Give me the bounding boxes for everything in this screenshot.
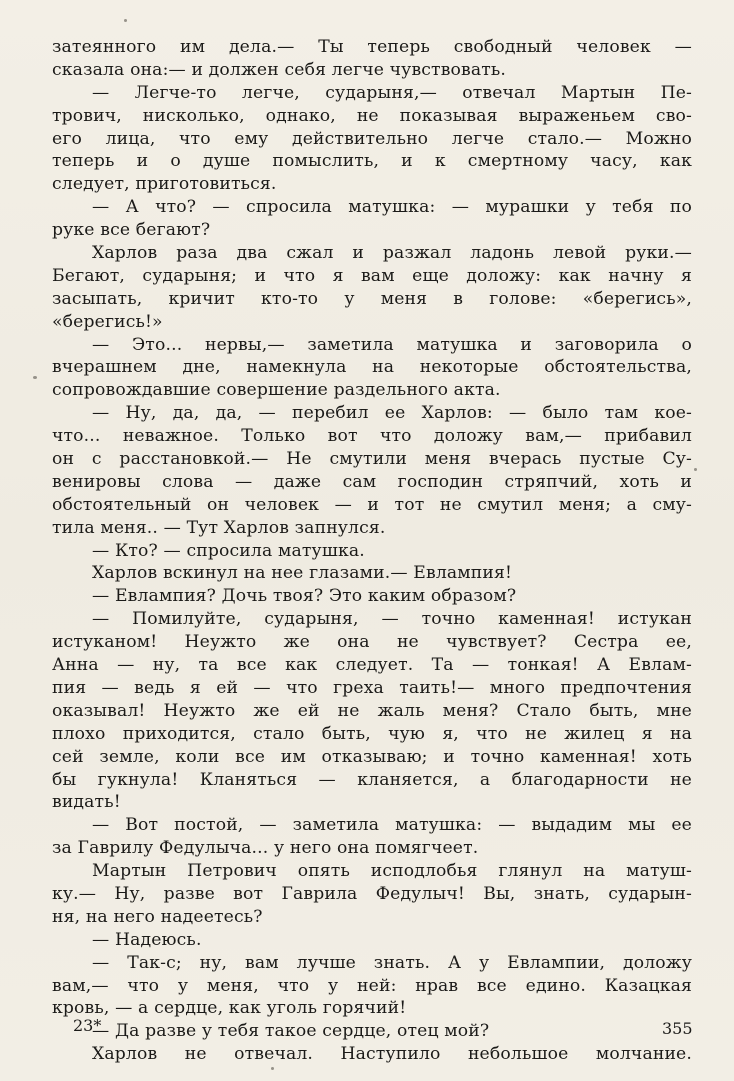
text-line: обстоятельный он человек — и тот не смутил меня; а сму- — [52, 494, 692, 515]
text-line: тила меня.. — Тут Харлов запнулся. — [52, 517, 386, 538]
text-line: видать! — [52, 792, 121, 813]
signature-mark: 23* — [73, 1016, 102, 1035]
text-line: Мартын Петрович опять исподлобья глянул на матуш- — [92, 861, 692, 882]
text-line: Харлов не отвечал. Наступило небольшое молчание. — [92, 1044, 692, 1065]
text-line: оказывал! Неужто же ей не жаль меня? Стало быть, мне — [52, 700, 692, 721]
text-line: вениpoвы слова — даже сам господин стряпчий, хоть и — [52, 471, 692, 492]
text-line: затеянного им дела.— Ты теперь свободный человек — — [52, 37, 692, 57]
text-line: — Евлампия? Дочь твоя? Это каким образом? — [92, 586, 517, 607]
text-line: вчерашнем дне, намекнула на некоторые обстоятельства, — [52, 357, 692, 378]
text-line: вам,— что у меня, что у ней: нрав все едино. Казацкая — [52, 975, 692, 996]
text-line: — Кто? — спросила матушка. — [92, 540, 365, 561]
print-speck — [694, 468, 697, 471]
print-speck — [271, 1067, 274, 1070]
text-line: он с расстановкой.— Не смутили меня вчерась пустые Су- — [52, 449, 692, 470]
text-line: бы гукнула! Кланяться — кланяется, а благодарности не — [52, 769, 692, 790]
text-line: истуканом! Неужто же она не чувствует? Сестра ее, — [52, 632, 692, 653]
text-line: ня, на него надеетесь? — [52, 906, 263, 927]
text-line: ку.— Ну, разве вот Гаврила Федулыч! Вы, знать, сударын- — [52, 883, 692, 904]
text-line: трович, нисколько, однако, не показывая выраженьем сво- — [52, 105, 692, 126]
text-line: — Надеюсь. — [92, 929, 202, 950]
text-line: — Помилуйте, сударыня, — точно каменная! истукан — [92, 609, 692, 630]
text-line: — Легче-то легче, сударыня,— отвечал Мартын Пе- — [92, 82, 692, 103]
text-line: руке все бегают? — [52, 220, 211, 241]
text-line: — Так-с; ну, вам лучше знать. А у Евлампии, доложу — [92, 952, 692, 973]
page-number: 355 — [662, 1019, 693, 1038]
text-line: «берегись!» — [52, 311, 163, 332]
text-line: за Гаврилу Федулыча... у него она помягчеет. — [52, 838, 479, 859]
text-line: — Ну, да, да, — перебил ее Харлов: — было там кое- — [92, 403, 692, 424]
print-speck — [33, 376, 37, 379]
text-line: Харлов раза два сжал и разжал ладонь левой руки.— — [92, 243, 692, 264]
text-line: — Вот постой, — заметила матушка: — выдадим мы ее — [92, 815, 692, 836]
text-line: сей земле, коли все им отказываю; и точно каменная! хоть — [52, 746, 692, 767]
text-line: засыпать, кричит кто-то у меня в голове: «берегись», — [52, 288, 692, 309]
text-line: Харлов вскинул на нее глазами.— Евлампия! — [92, 563, 513, 584]
text-line: Анна — ну, та все как следует. Та — тонкая! А Евлам- — [52, 655, 692, 676]
text-line: сказала она:— и должен себя легче чувствовать. — [52, 59, 507, 80]
text-line: его лица, что ему действительно легче стало.— Можно — [52, 128, 692, 149]
text-line: следует, приготовиться. — [52, 174, 277, 195]
text-line: пия — ведь я ей — что греха таить!— много предпочтения — [52, 677, 692, 698]
text-line: плохо приходится, стало быть, чую я, что не жилец я на — [52, 723, 692, 744]
text-line: сопровождавшие совершение раздельного акта. — [52, 380, 501, 401]
text-line: Бегают, сударыня; и что я вам еще доложу: как начну я — [52, 265, 692, 286]
text-line: — Да разве у тебя такое сердце, отец мой? — [92, 1021, 490, 1042]
print-speck — [124, 19, 127, 22]
text-line: что... неважное. Только вот что доложу вам,— прибавил — [52, 426, 692, 447]
text-line: — Это... нервы,— заметила матушка и заговорила о — [92, 334, 692, 355]
text-line: теперь и о душе помыслить, и к смертному часу, как — [52, 151, 692, 172]
text-line: — А что? — спросила матушка: — мурашки у тебя по — [92, 197, 692, 218]
text-line: кровь, — а сердце, как уголь горячий! — [52, 998, 407, 1019]
body-text — [52, 36, 692, 1066]
